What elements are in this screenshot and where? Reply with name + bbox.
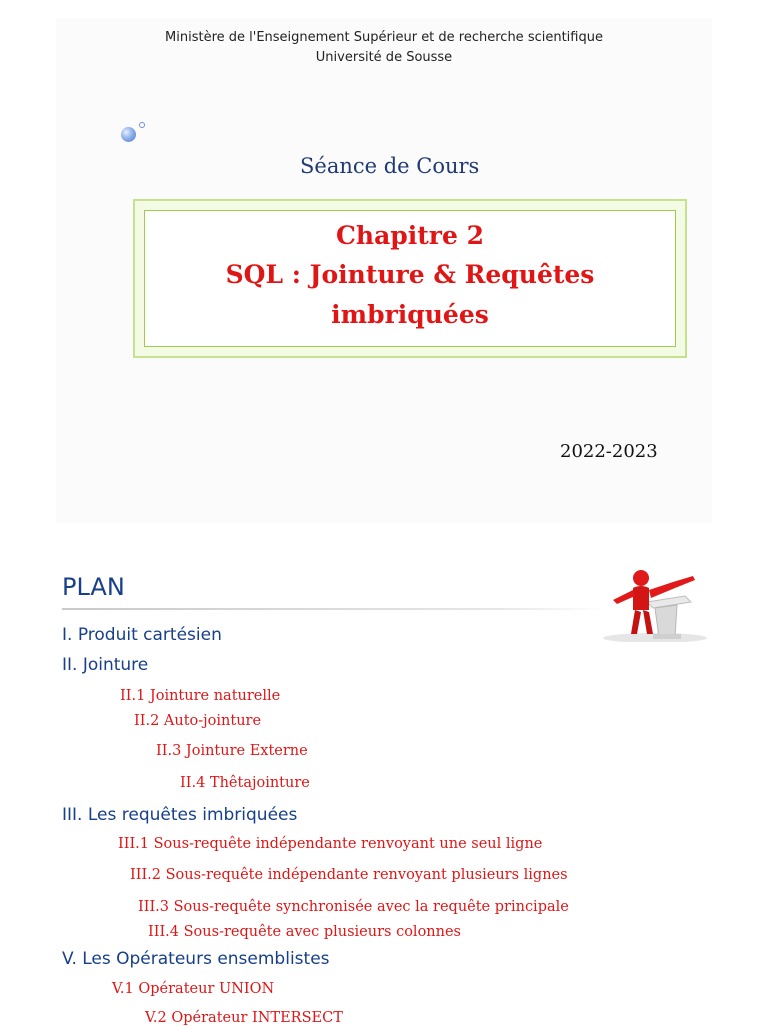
chapter-title-line2: imbriquées bbox=[331, 300, 489, 329]
plan-subitem-2-4: II.4 Thêtajointure bbox=[180, 775, 310, 791]
plan-item-3: III. Les requêtes imbriquées bbox=[62, 805, 298, 825]
plan-subitem-2-3: II.3 Jointure Externe bbox=[156, 743, 308, 759]
plan-subitem-5-2: V.2 Opérateur INTERSECT bbox=[145, 1010, 343, 1026]
bubble-decoration-icon bbox=[121, 127, 136, 142]
university-text: Université de Sousse bbox=[315, 50, 453, 65]
plan-subitem-3-3: III.3 Sous-requête synchronisée avec la requête principale bbox=[138, 899, 569, 915]
plan-divider bbox=[62, 608, 607, 610]
plan-item-2: II. Jointure bbox=[62, 655, 149, 675]
session-label: Séance de Cours bbox=[300, 154, 480, 178]
academic-year: 2022-2023 bbox=[560, 441, 658, 462]
chapter-box-inner bbox=[144, 210, 676, 347]
plan-item-5: V. Les Opérateurs ensemblistes bbox=[62, 949, 330, 969]
presenter-figure-icon bbox=[603, 560, 713, 642]
plan-subitem-5-1: V.1 Opérateur UNION bbox=[112, 981, 275, 997]
plan-title: PLAN bbox=[62, 573, 125, 601]
chapter-number: Chapitre 2 bbox=[336, 221, 484, 250]
plan-item-1: I. Produit cartésien bbox=[62, 625, 222, 645]
plan-subitem-2-2: II.2 Auto-jointure bbox=[134, 713, 262, 729]
plan-subitem-3-4: III.4 Sous-requête avec plusieurs colonnes bbox=[148, 924, 462, 940]
chapter-title-line1: SQL : Jointure & Requêtes bbox=[225, 260, 595, 289]
plan-subitem-2-1: II.1 Jointure naturelle bbox=[120, 688, 281, 704]
ministry-text: Ministère de l'Enseignement Supérieur et de recherche scientifique bbox=[165, 30, 603, 45]
chapter-box bbox=[133, 199, 687, 358]
plan-subitem-3-2: III.2 Sous-requête indépendante renvoyant plusieurs lignes bbox=[130, 867, 568, 883]
small-bubble-decoration-icon bbox=[139, 122, 145, 128]
plan-subitem-3-1: III.1 Sous-requête indépendante renvoyant une seul ligne bbox=[118, 836, 543, 852]
